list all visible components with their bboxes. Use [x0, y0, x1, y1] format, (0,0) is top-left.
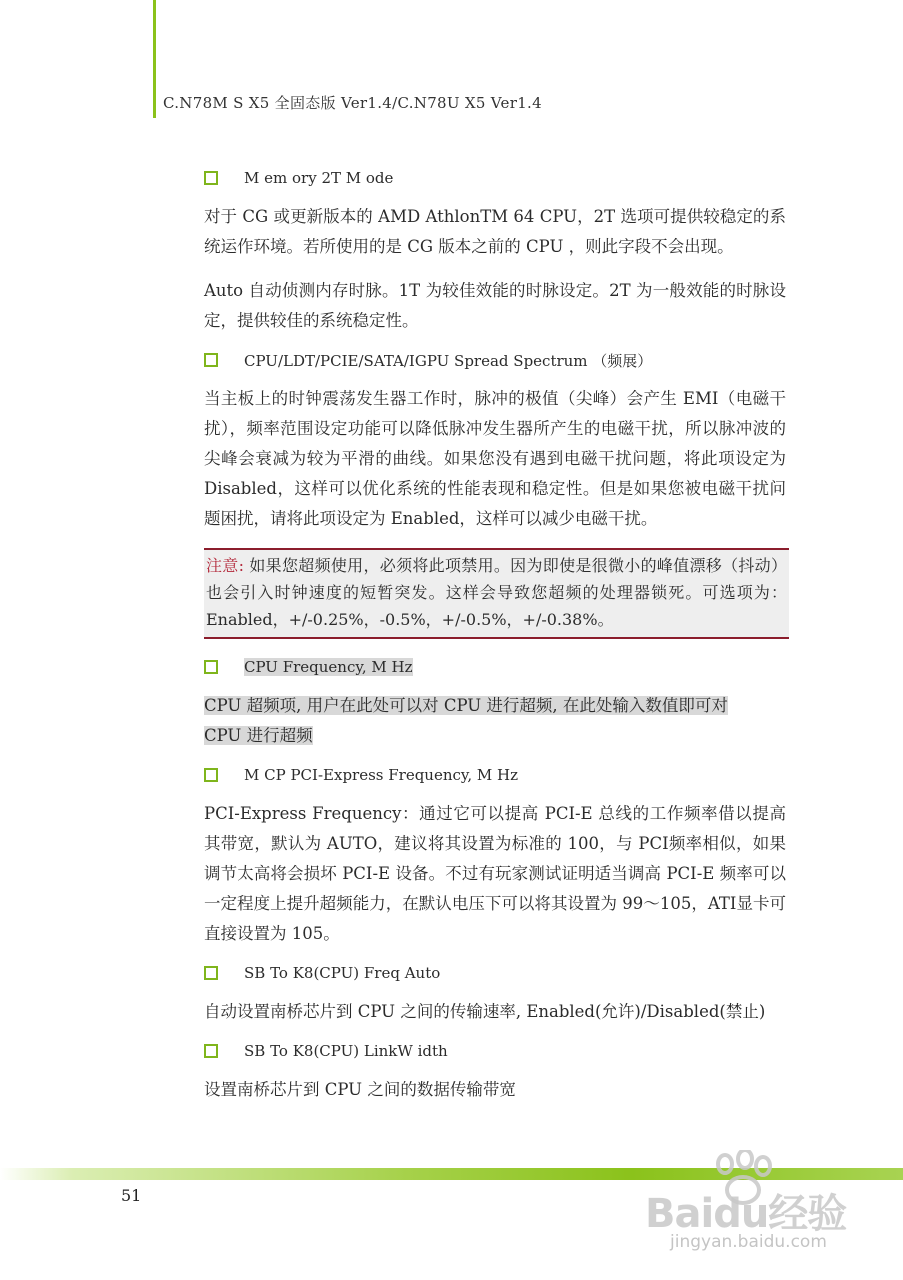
section-title-text: CPU/LDT/PCIE/SATA/IGPU Spread Spectrum （频展） [244, 351, 653, 370]
checkbox-bullet-icon [204, 353, 218, 367]
baidu-watermark [645, 1150, 865, 1270]
section-title [204, 164, 786, 192]
section-title-text: M em ory 2T M ode [244, 169, 394, 187]
section-title [204, 653, 786, 681]
checkbox-bullet-icon [204, 171, 218, 185]
header-accent-line [153, 0, 156, 118]
watermark-text: Baidu经验 [645, 1191, 847, 1237]
paragraph: Auto 自动侦测内存时脉。1T 为较佳效能的时脉设定。2T 为一般效能的时脉设定，提供较佳的系统稳定性。 [204, 281, 786, 330]
section-title-text: SB To K8(CPU) LinkW idth [244, 1042, 448, 1060]
section-title [204, 959, 786, 987]
highlight-line: CPU 超频项, 用户在此处可以对 CPU 进行超频, 在此处输入数值即可对 [204, 696, 728, 715]
note-text: 如果您超频使用，必须将此项禁用。因为即使是很微小的峰值漂移（抖动）也会引入时钟速度的短暂突发。这样会导致您超频的处理器锁死。可选项为：Enabled，+/-0.25%，-0.5%，+/-0.5%，+/-0.38%。 [206, 556, 787, 629]
page-content [204, 164, 786, 1105]
section-title [204, 761, 786, 789]
section-title-text: CPU Frequency, M Hz [244, 658, 413, 676]
section-title [204, 346, 786, 374]
note-paragraph [206, 552, 787, 633]
note-label: 注意: [206, 556, 244, 575]
page-number: 51 [121, 1186, 142, 1205]
paragraph: 当主板上的时钟震荡发生器工作时，脉冲的极值（尖峰）会产生 EMI（电磁干扰），频率范围设定功能可以降低脉冲发生器所产生的电磁干扰，所以脉冲波的尖峰会衰减为较为平滑的曲线。如果您没有遇到电磁干扰问题，将此项设定为 Disabled，这样可以优化系统的性能表现和稳定性。但是如果您被电磁干扰问题困扰，请将此项设定为 Enabled，这样可以减少电磁干扰。 [204, 389, 786, 528]
paragraph: 对于 CG 或更新版本的 AMD AthlonTM 64 CPU，2T 选项可提供较稳定的系统运作环境。若所使用的是 CG 版本之前的 CPU ，则此字段不会出现。 [204, 207, 786, 256]
highlight-line: CPU 进行超频 [204, 726, 313, 745]
paragraph: PCI-Express Frequency：通过它可以提高 PCI-E 总线的工作频率借以提高其带宽，默认为 AUTO，建议将其设置为标准的 100，与 PCI频率相似，如果调节太高将会损坏 PCI-E 设备。不过有玩家测试证明适当调高 PCI-E 频率可以一定程度上提升超频能力，在默认电压下可以将其设置为 99～105，ATI显卡可直接设置为 105。 [204, 804, 786, 943]
note-box [204, 548, 789, 639]
checkbox-bullet-icon [204, 966, 218, 980]
checkbox-bullet-icon [204, 1044, 218, 1058]
section-title-text: M CP PCI-Express Frequency, M Hz [244, 766, 519, 784]
section-title [204, 1037, 786, 1065]
watermark-url: jingyan.baidu.com [670, 1232, 827, 1252]
paragraph: 自动设置南桥芯片到 CPU 之间的传输速率, Enabled(允许)/Disabled(禁止) [204, 1002, 766, 1021]
section-title-text: SB To K8(CPU) Freq Auto [244, 964, 441, 982]
page-header: C.N78M S X5 全固态版 Ver1.4/C.N78U X5 Ver1.4 [163, 94, 542, 112]
paragraph [204, 691, 786, 751]
checkbox-bullet-icon [204, 660, 218, 674]
paragraph: 设置南桥芯片到 CPU 之间的数据传输带宽 [204, 1080, 516, 1099]
checkbox-bullet-icon [204, 768, 218, 782]
